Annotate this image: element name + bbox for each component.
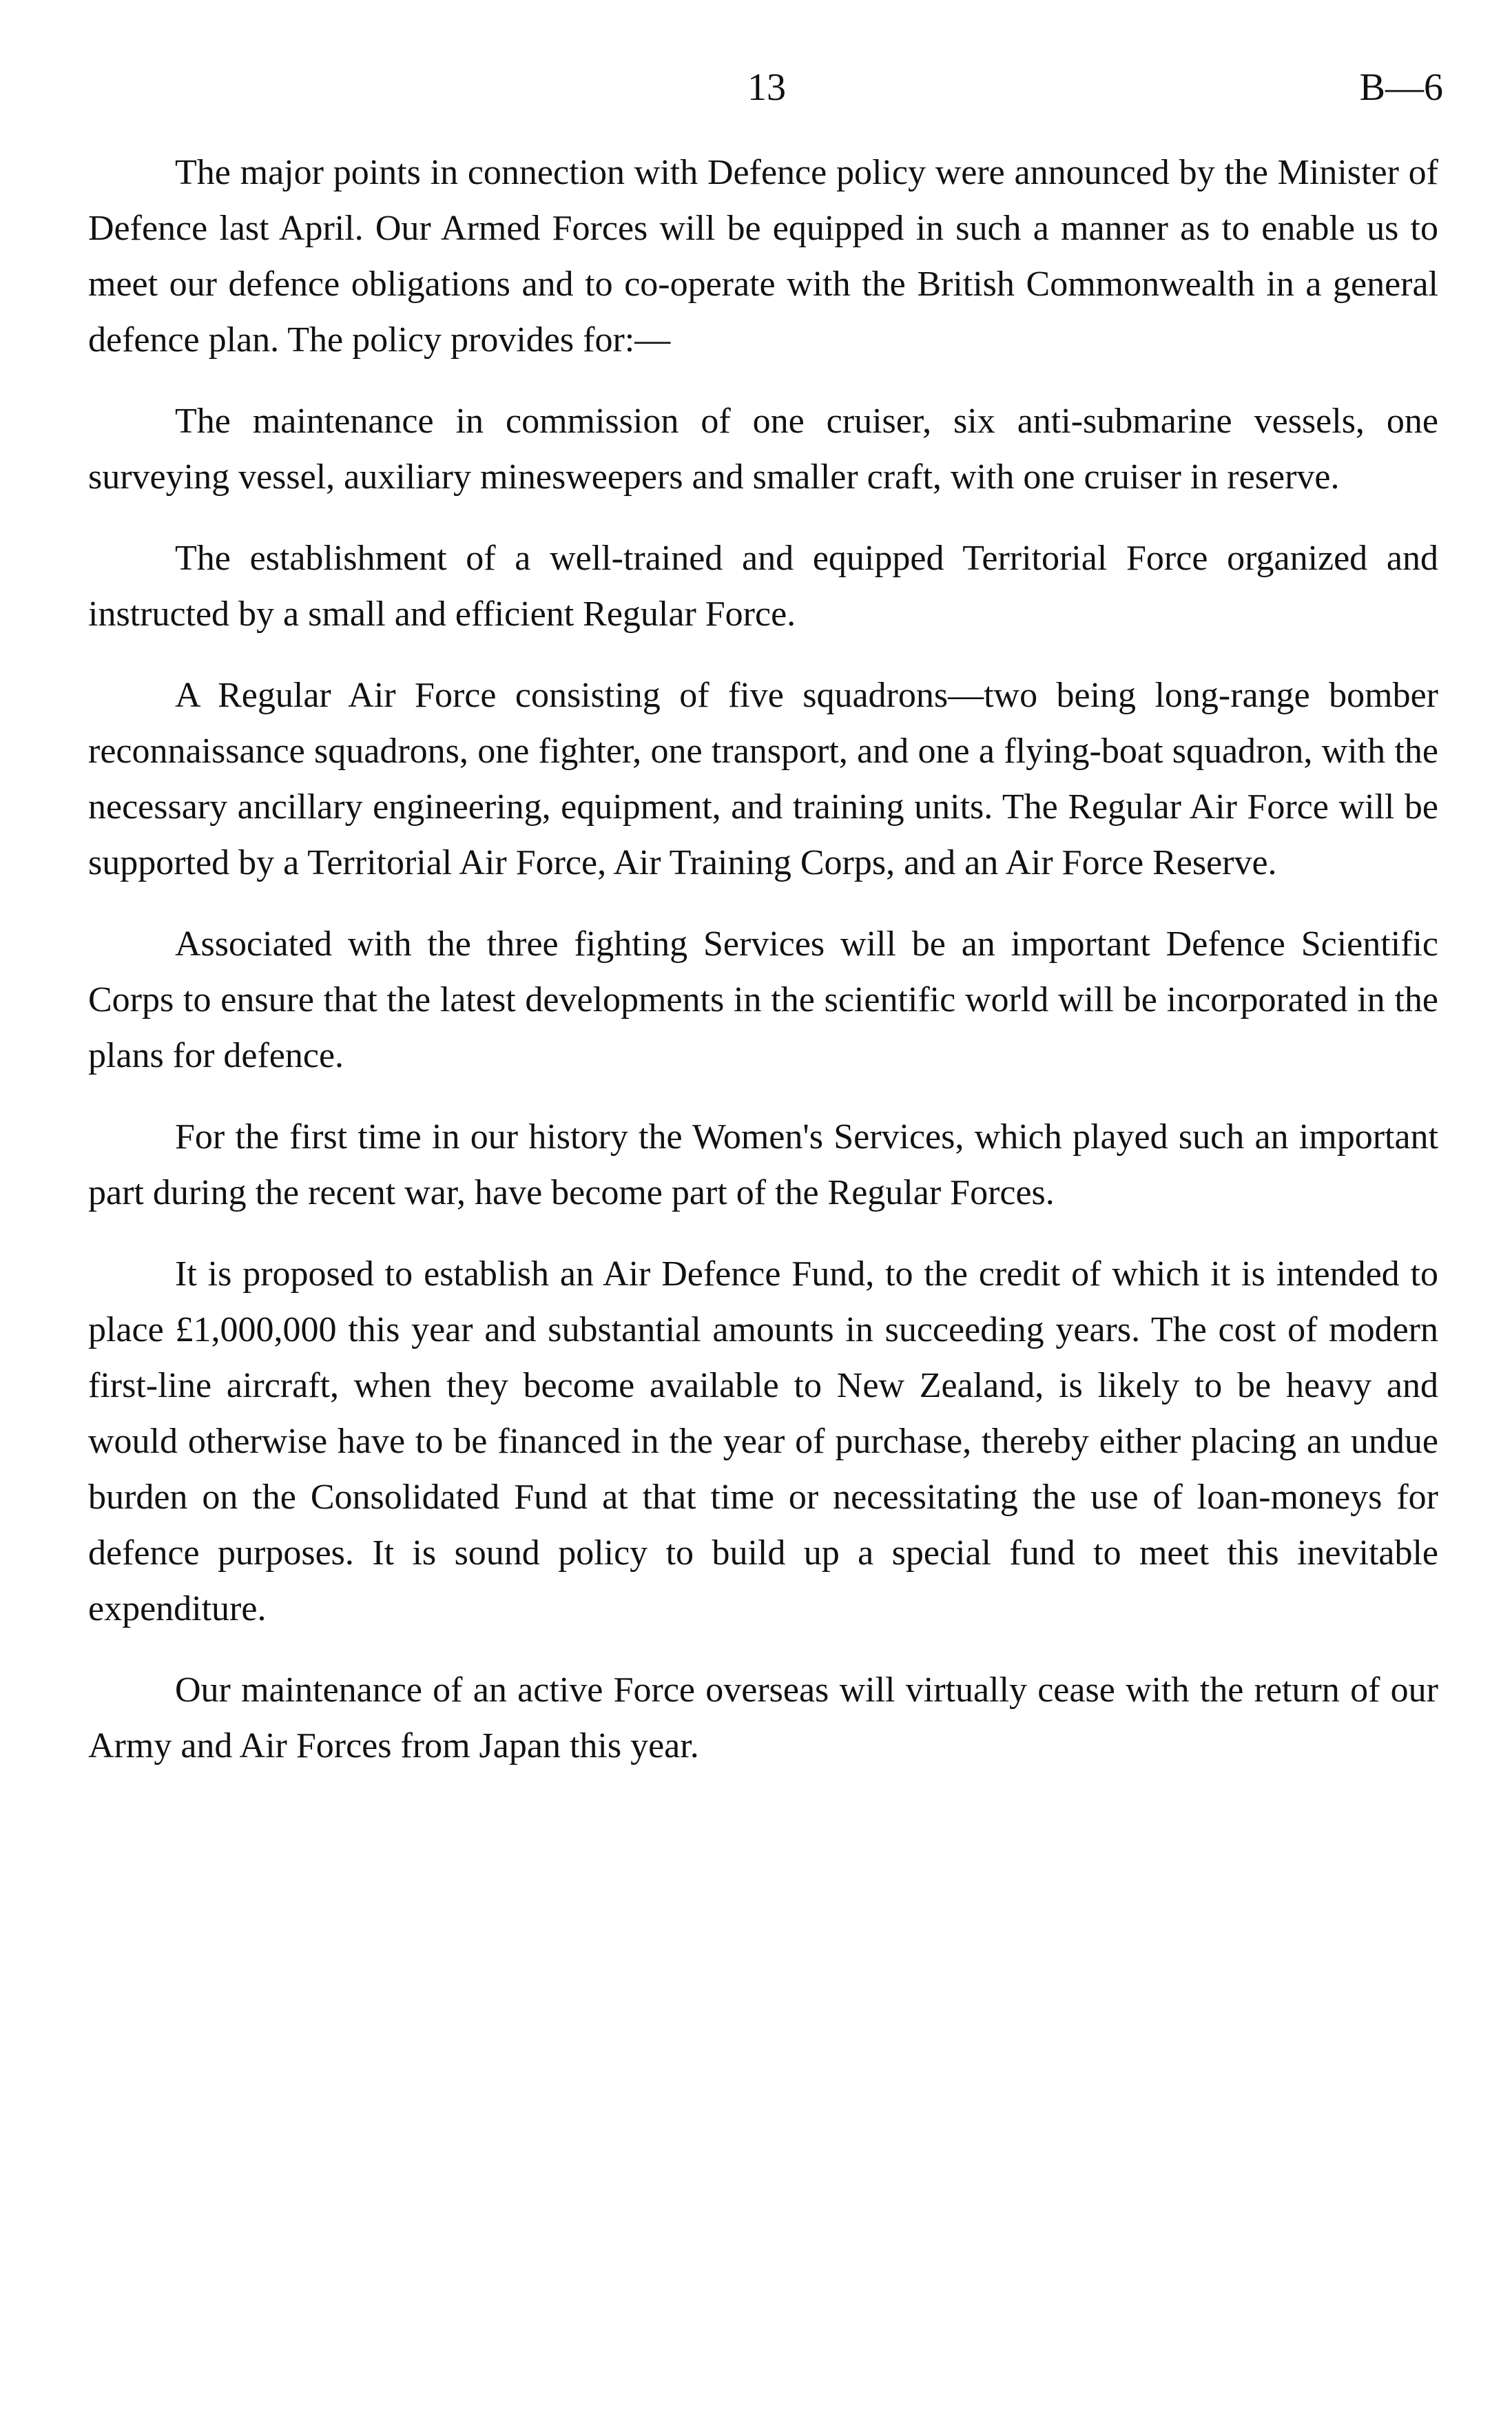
paragraph-scientific-corps: Associated with the three fighting Services will be an important Defence Scientific Corps to ensure that the latest developments in the scientific world will be incorporated in the plans for defence.: [88, 924, 1438, 1075]
page-header: [0, 63, 1512, 112]
paragraph-overseas-force: Our maintenance of an active Force overseas will virtually cease with the return of our Army and Air Forces from Japan this year.: [88, 1670, 1438, 1765]
paragraph-womens-services: For the first time in our history the Women's Services, which played such an important part during the recent war, have become part of the Regular Forces.: [88, 1117, 1438, 1212]
paragraph-navy: The maintenance in commission of one cruiser, six anti-submarine vessels, one surveying vessel, auxiliary minesweepers and smaller craft, with one cruiser in reserve.: [88, 402, 1438, 497]
paragraph-territorial-force: The establishment of a well-trained and equipped Territorial Force organized and instructed by a small and efficient Regular Force.: [88, 539, 1438, 634]
body-text: [88, 145, 1438, 1799]
paragraph-regular-air-force: A Regular Air Force consisting of five squadrons—two being long-range bomber reconnaissance squadrons, one fighter, one transport, and one a flying-boat squadron, with the necessary ancillary engineering, equipment, and training units. The Regular Air Force will be supported by a Territorial Air Force, Air Training Corps, and an Air Force Reserve.: [88, 676, 1438, 882]
page-number: 13: [747, 66, 786, 109]
document-reference: B—6: [1359, 66, 1443, 109]
paragraph-defence-policy: The major points in connection with Defence policy were announced by the Minister of Defence last April. Our Armed Forces will be equipped in such a manner as to enable us to meet our defence obligations and to co-operate with the British Commonwealth in a general defence plan. The policy provides for:—: [88, 153, 1438, 360]
paragraph-air-defence-fund: It is proposed to establish an Air Defence Fund, to the credit of which it is intended to place £1,000,000 this year and substantial amounts in succeeding years. The cost of modern first-line aircraft, when they become available to New Zealand, is likely to be heavy and would otherwise have to be financed in the year of purchase, thereby either placing an undue burden on the Consolidated Fund at that time or necessitating the use of loan-moneys for defence purposes. It is sound policy to build up a special fund to meet this inevitable expenditure.: [88, 1254, 1438, 1628]
